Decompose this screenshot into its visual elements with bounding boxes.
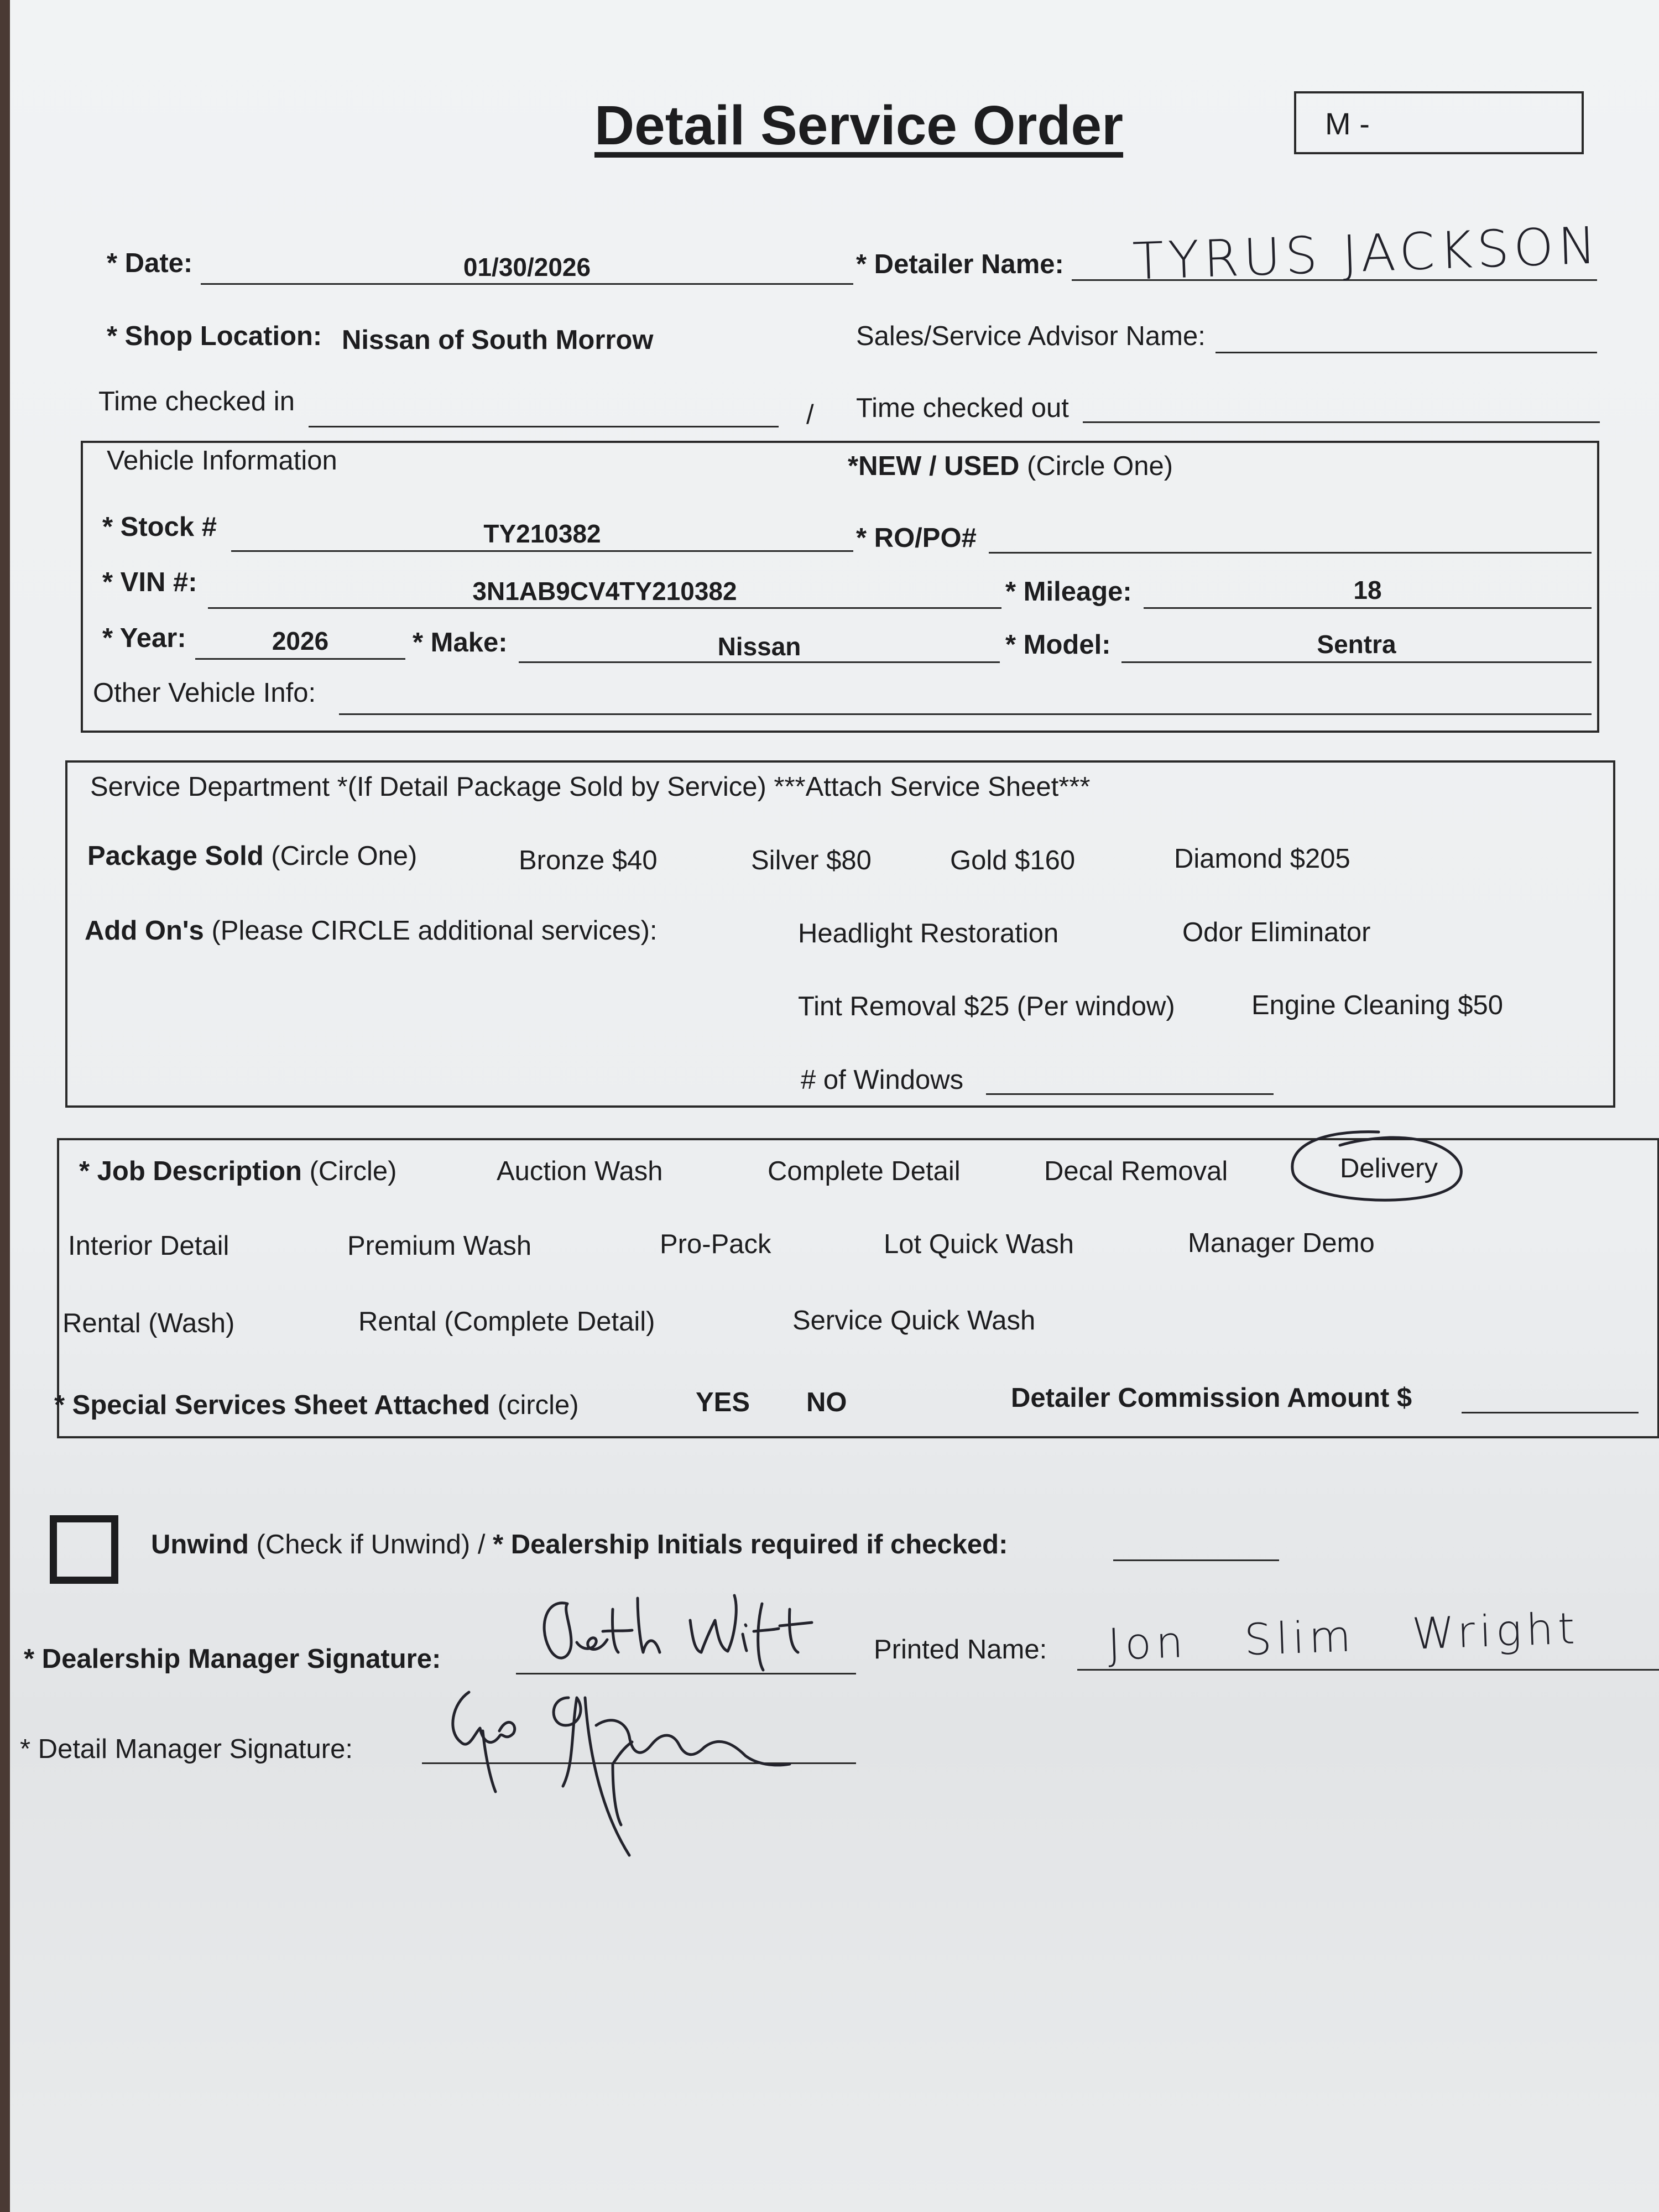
vin-value: 3N1AB9CV4TY210382 — [472, 577, 737, 606]
package-gold[interactable]: Gold $160 — [950, 846, 1076, 875]
form-number-prefix: M - — [1325, 106, 1370, 141]
time-out-label: Time checked out — [856, 393, 1069, 423]
form-number-box[interactable] — [1294, 91, 1584, 154]
ro-po-line[interactable] — [989, 552, 1592, 554]
detailer-name-label: * Detailer Name: — [856, 249, 1064, 279]
model-value: Sentra — [1317, 630, 1396, 659]
job-interior-detail[interactable]: Interior Detail — [68, 1231, 229, 1261]
time-out-line[interactable] — [1083, 421, 1600, 423]
year-label: * Year: — [102, 623, 186, 653]
job-lot-quick-wash[interactable]: Lot Quick Wash — [884, 1229, 1074, 1259]
unwind-checkbox[interactable] — [50, 1515, 118, 1584]
package-sold-label: Package Sold — [87, 841, 264, 871]
vehicle-section-label: Vehicle Information — [107, 446, 337, 476]
vin-line[interactable] — [208, 607, 1001, 609]
job-description-label: * Job Description — [79, 1156, 302, 1186]
time-slash: / — [806, 400, 814, 430]
detail-manager-signature-image — [430, 1681, 828, 1864]
stock-value: TY210382 — [483, 519, 601, 548]
package-sold-hint: (Circle One) — [271, 841, 418, 871]
special-no-option[interactable]: NO — [806, 1387, 847, 1417]
other-info-label: Other Vehicle Info: — [93, 678, 316, 708]
job-description-hint: (Circle) — [309, 1156, 397, 1186]
addon-engine-cleaning[interactable]: Engine Cleaning $50 — [1251, 990, 1503, 1020]
ro-po-label: * RO/PO# — [856, 523, 977, 553]
printed-name-label: Printed Name: — [874, 1635, 1047, 1665]
special-services-label: * Special Services Sheet Attached — [54, 1390, 490, 1420]
form-title: Detail Service Order — [594, 95, 1124, 156]
addon-odor-eliminator[interactable]: Odor Eliminator — [1182, 917, 1371, 947]
vin-label: * VIN #: — [102, 567, 197, 597]
year-value: 2026 — [272, 627, 329, 655]
job-rental-wash[interactable]: Rental (Wash) — [62, 1308, 235, 1338]
advisor-name-label: Sales/Service Advisor Name: — [856, 321, 1206, 351]
package-diamond[interactable]: Diamond $205 — [1174, 844, 1350, 874]
addons-hint: (Please CIRCLE additional services): — [211, 916, 658, 946]
make-label: * Make: — [413, 628, 508, 658]
detail-manager-signature-label: * Detail Manager Signature: — [20, 1734, 353, 1764]
job-rental-complete-detail[interactable]: Rental (Complete Detail) — [358, 1307, 655, 1337]
advisor-name-line[interactable] — [1215, 352, 1597, 353]
job-complete-detail[interactable]: Complete Detail — [768, 1156, 961, 1186]
stock-line[interactable] — [231, 550, 853, 552]
package-bronze[interactable]: Bronze $40 — [519, 846, 658, 875]
time-in-line[interactable] — [309, 426, 779, 427]
date-line[interactable] — [201, 283, 853, 285]
new-used-hint: (Circle One) — [1027, 451, 1173, 481]
dealership-initials-label: * Dealership Initials required if checked: — [493, 1530, 1008, 1559]
job-service-quick-wash[interactable]: Service Quick Wash — [792, 1306, 1036, 1335]
make-value: Nissan — [717, 632, 801, 661]
new-used-option[interactable]: *NEW / USED — [848, 451, 1020, 481]
job-pro-pack[interactable]: Pro-Pack — [660, 1229, 771, 1259]
form-sheet — [10, 0, 1659, 2212]
special-services-hint: (circle) — [497, 1390, 579, 1420]
job-auction-wash[interactable]: Auction Wash — [497, 1156, 663, 1186]
addon-headlight-restoration[interactable]: Headlight Restoration — [798, 919, 1059, 948]
dealership-manager-signature-label: * Dealership Manager Signature: — [24, 1644, 441, 1674]
job-delivery[interactable]: Delivery — [1340, 1154, 1438, 1183]
make-line[interactable] — [519, 661, 1000, 663]
unwind-label: Unwind — [151, 1530, 249, 1559]
model-label: * Model: — [1005, 630, 1111, 660]
date-value: 01/30/2026 — [463, 253, 591, 281]
mileage-line[interactable] — [1144, 607, 1592, 609]
delivery-circle-mark — [1285, 1125, 1467, 1214]
commission-label: Detailer Commission Amount $ — [1011, 1383, 1412, 1413]
windows-line[interactable] — [986, 1093, 1274, 1095]
detailer-name-handwritten: TYRUS JACKSON — [1131, 216, 1601, 291]
other-info-line[interactable] — [339, 713, 1592, 715]
job-decal-removal[interactable]: Decal Removal — [1044, 1156, 1228, 1186]
dealership-manager-signature-image — [524, 1587, 856, 1687]
job-manager-demo[interactable]: Manager Demo — [1188, 1228, 1375, 1258]
model-line[interactable] — [1121, 661, 1592, 663]
printed-name-handwritten: Jon Slim Wright — [1107, 1604, 1580, 1670]
service-dept-heading: Service Department *(If Detail Package Sold by Service) ***Attach Service Sheet*** — [90, 772, 1091, 802]
job-premium-wash[interactable]: Premium Wash — [347, 1231, 532, 1261]
year-line[interactable] — [195, 658, 405, 660]
special-yes-option[interactable]: YES — [696, 1387, 750, 1417]
mileage-label: * Mileage: — [1005, 577, 1132, 607]
dealership-initials-line[interactable] — [1113, 1559, 1279, 1561]
time-in-label: Time checked in — [98, 387, 295, 416]
shop-location-value: Nissan of South Morrow — [342, 325, 654, 355]
package-silver[interactable]: Silver $80 — [751, 846, 872, 875]
shop-location-label: * Shop Location: — [107, 321, 322, 351]
date-label: * Date: — [107, 248, 193, 278]
addon-tint-removal[interactable]: Tint Removal $25 (Per window) — [798, 992, 1175, 1021]
commission-line[interactable] — [1462, 1412, 1639, 1413]
stock-label: * Stock # — [102, 512, 217, 542]
addons-label: Add On's — [85, 916, 204, 946]
unwind-hint: (Check if Unwind) / — [256, 1530, 486, 1559]
printed-name-line[interactable] — [1077, 1669, 1659, 1671]
windows-label: # of Windows — [801, 1065, 964, 1095]
mileage-value: 18 — [1353, 576, 1382, 604]
